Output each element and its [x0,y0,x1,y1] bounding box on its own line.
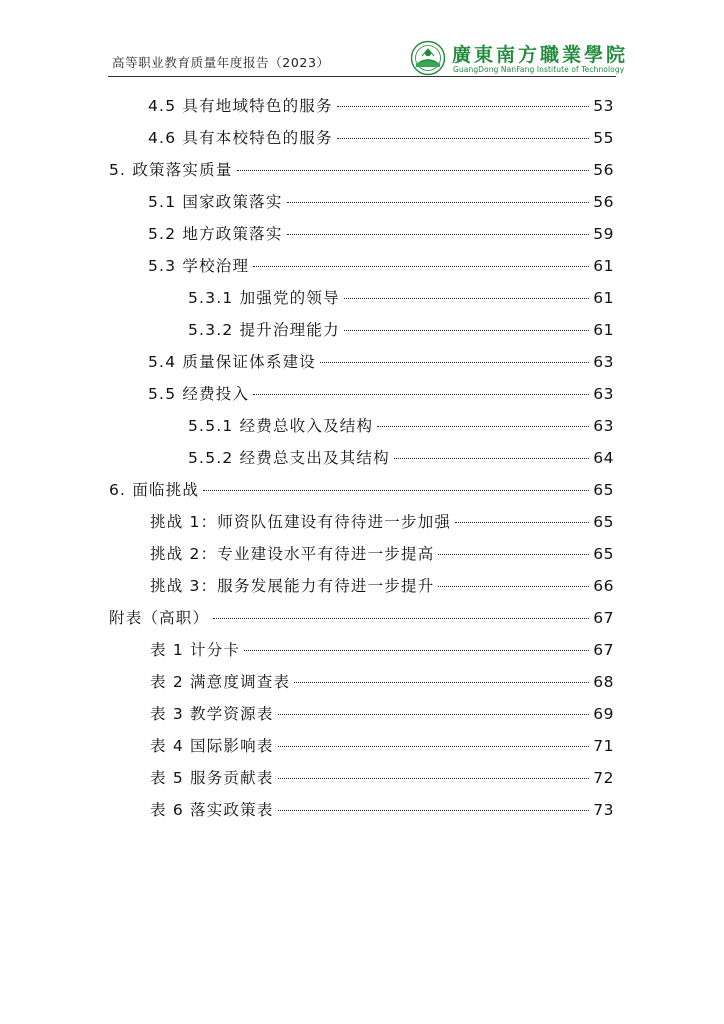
toc-leader-dots [237,170,590,171]
toc-entry[interactable] [148,94,614,118]
toc-leader-dots [278,778,590,779]
toc-entry-page: 63 [593,417,614,435]
toc-leader-dots [203,490,589,491]
toc-entry-label: 挑战 2：专业建设水平有待进一步提高 [150,545,435,563]
toc-entry-page: 67 [593,641,614,659]
toc-entry-label: 表 6 落实政策表 [150,801,274,819]
toc-entry-label: 5.5 经费投入 [148,385,250,403]
toc-entry-page: 69 [593,705,614,723]
toc-entry-label: 5.3.2 提升治理能力 [188,321,340,339]
toc-entry[interactable] [150,638,614,662]
toc-entry-label: 5.5.2 经费总支出及其结构 [188,449,390,467]
toc-entry-page: 65 [593,481,614,499]
toc-entry-page: 61 [593,257,614,275]
toc-entry[interactable] [109,478,614,502]
toc-entry-page: 66 [593,577,614,595]
toc-entry[interactable] [148,382,614,406]
toc-entry-label: 表 4 国际影响表 [150,737,274,755]
toc-leader-dots [278,810,590,811]
toc-leader-dots [337,138,590,139]
toc-entry-page: 59 [593,225,614,243]
toc-entry[interactable] [148,126,614,150]
toc-leader-dots [278,714,590,715]
toc-entry-label: 5.3.1 加强党的领导 [188,289,340,307]
toc-leader-dots [253,266,589,267]
toc-entry-label: 附表（高职） [109,609,210,627]
report-title: 高等职业教育质量年度报告（2023） [112,55,330,70]
toc-leader-dots [377,426,589,427]
toc-entry-page: 63 [593,353,614,371]
toc-entry-label: 表 5 服务贡献表 [150,769,274,787]
toc-entry-label: 表 2 满意度调查表 [150,673,291,691]
toc-leader-dots [438,586,589,587]
toc-entry[interactable] [150,670,614,694]
toc-entry[interactable] [148,254,614,278]
toc-entry-label: 表 1 计分卡 [150,641,241,659]
toc-leader-dots [213,618,589,619]
toc-leader-dots [394,458,589,459]
toc-leader-dots [320,362,589,363]
toc-entry[interactable] [188,318,614,342]
toc-entry[interactable] [188,446,614,470]
toc-entry[interactable] [150,702,614,726]
toc-leader-dots [287,202,590,203]
toc-leader-dots [438,554,589,555]
toc-entry-label: 5.3 学校治理 [148,257,250,275]
toc-leader-dots [278,746,590,747]
toc-entry-label: 挑战 3：服务发展能力有待进一步提升 [150,577,435,595]
toc-leader-dots [455,522,589,523]
toc-entry-label: 5.4 质量保证体系建设 [148,353,316,371]
toc-entry-page: 61 [593,289,614,307]
toc-entry-page: 72 [593,769,614,787]
toc-entry-label: 挑战 1：师资队伍建设有待待进一步加强 [150,513,452,531]
toc-entry-page: 67 [593,609,614,627]
toc-entry-label: 6. 面临挑战 [109,481,200,499]
toc-entry-page: 63 [593,385,614,403]
toc-entry-label: 4.5 具有地域特色的服务 [148,97,333,115]
toc-entry[interactable] [188,286,614,310]
school-logo [410,40,629,76]
toc-entry[interactable] [148,350,614,374]
toc-entry[interactable] [150,766,614,790]
toc-entry[interactable] [150,542,614,566]
logo-school-name-cn: 廣東南方職業學院 [452,44,629,66]
toc-entry-page: 73 [593,801,614,819]
toc-entry-page: 56 [593,193,614,211]
toc-entry[interactable] [109,606,614,630]
toc-leader-dots [337,106,590,107]
toc-entry[interactable] [148,222,614,246]
toc-entry[interactable] [150,798,614,822]
toc-entry[interactable] [148,190,614,214]
page-header [0,0,724,80]
toc-entry[interactable] [150,734,614,758]
toc-entry-page: 56 [593,161,614,179]
logo-school-name-en: GuangDong NanFang Institute of Technology [453,65,625,74]
toc-entry-page: 71 [593,737,614,755]
toc-leader-dots [294,682,589,683]
toc-entry-label: 5.1 国家政策落实 [148,193,283,211]
toc-entry-page: 65 [593,545,614,563]
toc-entry[interactable] [150,510,614,534]
toc-leader-dots [253,394,589,395]
toc-entry-label: 5.2 地方政策落实 [148,225,283,243]
toc-entry[interactable] [188,414,614,438]
toc-leader-dots [287,234,590,235]
toc-leader-dots [244,650,589,651]
toc-entry-label: 表 3 教学资源表 [150,705,274,723]
school-seal-icon [410,40,446,76]
toc-entry-page: 65 [593,513,614,531]
toc-entry[interactable] [150,574,614,598]
toc-leader-dots [344,298,589,299]
toc-entry-label: 4.6 具有本校特色的服务 [148,129,333,147]
toc-entry-page: 68 [593,673,614,691]
toc-entry-label: 5.5.1 经费总收入及结构 [188,417,374,435]
toc-entry-page: 55 [593,129,614,147]
toc-entry-page: 64 [593,449,614,467]
toc-entry-page: 53 [593,97,614,115]
header-divider [108,76,616,77]
toc-entry[interactable] [109,158,614,182]
toc-entry-label: 5. 政策落实质量 [109,161,233,179]
toc-entry-page: 61 [593,321,614,339]
toc-leader-dots [344,330,589,331]
